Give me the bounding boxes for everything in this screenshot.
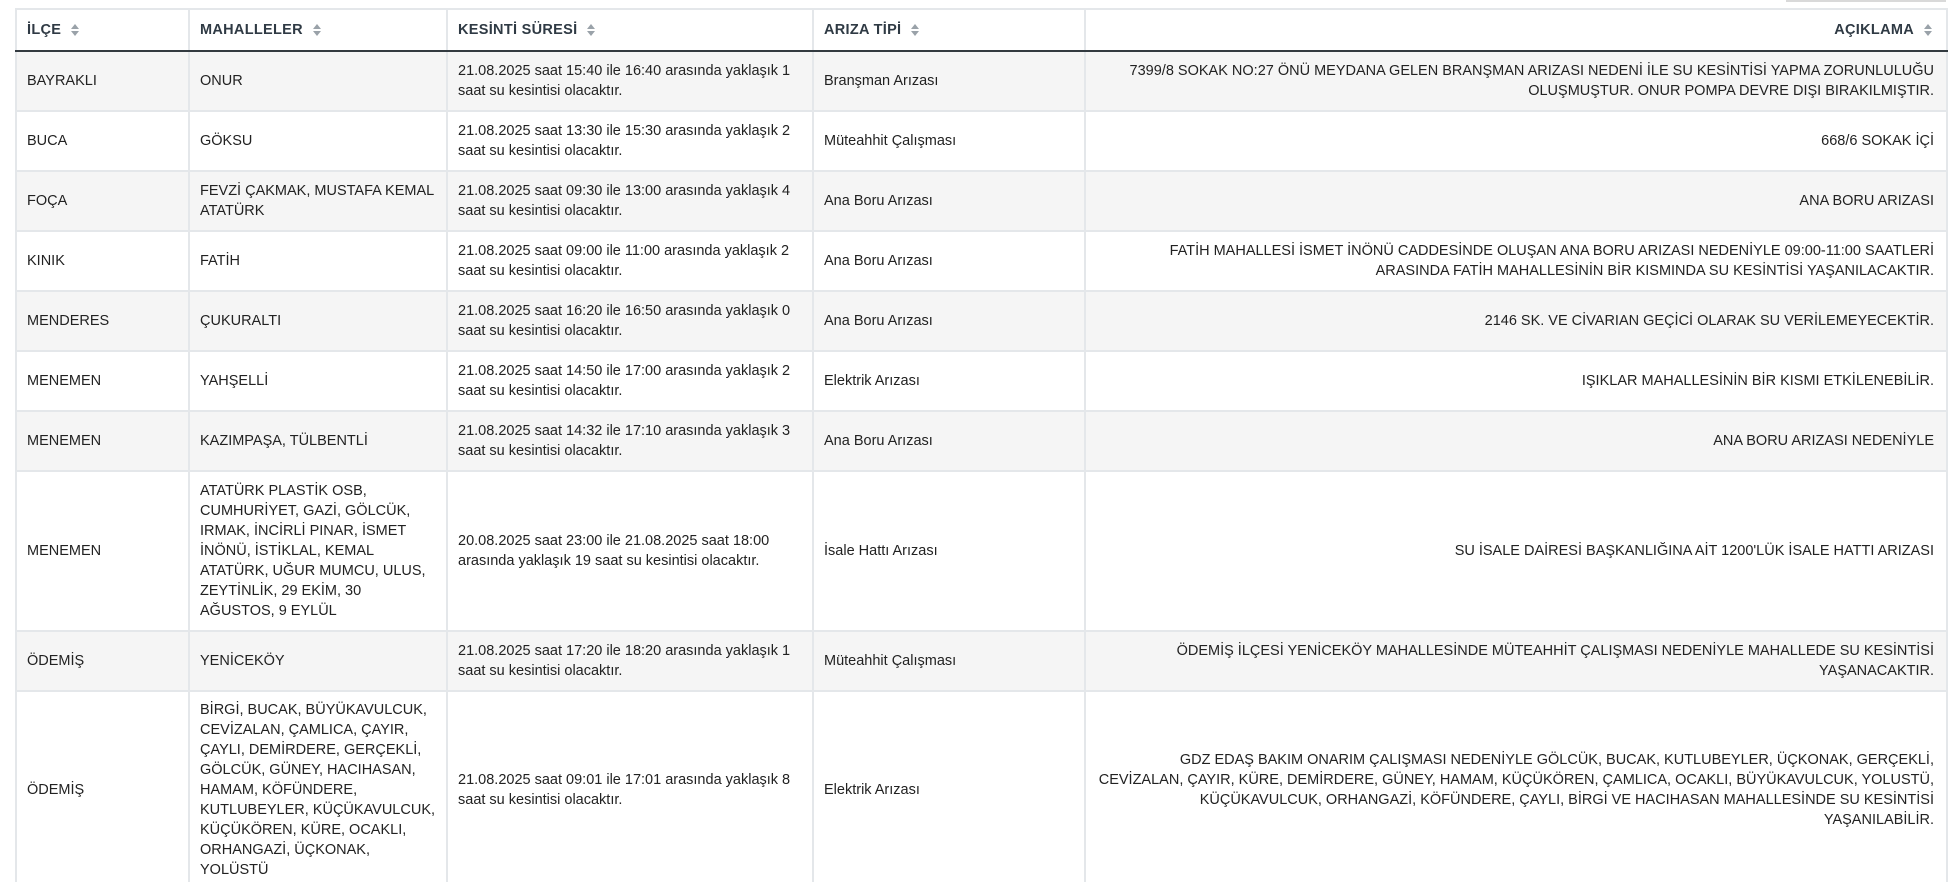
cell-ariza-tipi: Ana Boru Arızası xyxy=(813,411,1085,471)
cell-aciklama: 668/6 SOKAK İÇİ xyxy=(1085,111,1947,171)
water-outage-table xyxy=(15,8,1948,882)
cell-mahalleler: KAZIMPAŞA, TÜLBENTLİ xyxy=(189,411,447,471)
sort-icon[interactable] xyxy=(911,24,919,36)
cell-ilce: FOÇA xyxy=(16,171,189,231)
column-header-ilce[interactable] xyxy=(16,9,189,51)
cell-ilce: MENEMEN xyxy=(16,351,189,411)
cell-kesinti-suresi: 21.08.2025 saat 17:20 ile 18:20 arasında yaklaşık 1 saat su kesintisi olacaktır. xyxy=(447,631,813,691)
cell-ilce: BAYRAKLI xyxy=(16,51,189,111)
cell-aciklama: GDZ EDAŞ BAKIM ONARIM ÇALIŞMASI NEDENİYLE GÖLCÜK, BUCAK, KUTLUBEYLER, ÜÇKONAK, GERÇEKLİ, CEVİZALAN, ÇAYIR, KÜRE, DEMİRDERE, GÜNEY, HAMAM, KÜÇÜKÖREN, ÇAMLICA, OCAKLI, BÜYÜKAVULCUK, YOLUSTÜ, KÜÇÜKAVULCUK, ORHANGAZİ, KÖFÜNDERE, ÇAYLI, BİRGİ VE HACIHASAN MAHALLESİNDE SU KESİNTİSİ YAŞANILABİLİR. xyxy=(1085,691,1947,882)
column-header-label: KESİNTİ SÜRESİ xyxy=(458,22,578,38)
cell-aciklama: ÖDEMİŞ İLÇESİ YENİCEKÖY MAHALLESİNDE MÜTEAHHİT ÇALIŞMASI NEDENİYLE MAHALLEDE SU KESİNTİSİ YAŞANACAKTIR. xyxy=(1085,631,1947,691)
cell-mahalleler: GÖKSU xyxy=(189,111,447,171)
cell-mahalleler: BİRGİ, BUCAK, BÜYÜKAVULCUK, CEVİZALAN, ÇAMLICA, ÇAYIR, ÇAYLI, DEMİRDERE, GERÇEKLİ, GÖLCÜK, GÜNEY, HACIHASAN, HAMAM, KÖFÜNDERE, KUTLUBEYLER, KÜÇÜKAVULCUK, KÜÇÜKÖREN, KÜRE, OCAKLI, ORHANGAZİ, ÜÇKONAK, YOLÜSTÜ xyxy=(189,691,447,882)
table-row xyxy=(16,351,1947,411)
cell-kesinti-suresi: 21.08.2025 saat 15:40 ile 16:40 arasında yaklaşık 1 saat su kesintisi olacaktır. xyxy=(447,51,813,111)
cell-ariza-tipi: Branşman Arızası xyxy=(813,51,1085,111)
table-row xyxy=(16,691,1947,882)
cell-aciklama: ANA BORU ARIZASI NEDENİYLE xyxy=(1085,411,1947,471)
cell-kesinti-suresi: 21.08.2025 saat 09:30 ile 13:00 arasında yaklaşık 4 saat su kesintisi olacaktır. xyxy=(447,171,813,231)
cell-ariza-tipi: Müteahhit Çalışması xyxy=(813,111,1085,171)
column-header-aciklama[interactable] xyxy=(1085,9,1947,51)
cell-kesinti-suresi: 21.08.2025 saat 09:01 ile 17:01 arasında yaklaşık 8 saat su kesintisi olacaktır. xyxy=(447,691,813,882)
cell-aciklama: 2146 SK. VE CİVARIAN GEÇİCİ OLARAK SU VERİLEMEYECEKTİR. xyxy=(1085,291,1947,351)
cell-ariza-tipi: İsale Hattı Arızası xyxy=(813,471,1085,631)
cell-ariza-tipi: Müteahhit Çalışması xyxy=(813,631,1085,691)
cell-ariza-tipi: Elektrik Arızası xyxy=(813,351,1085,411)
table-row xyxy=(16,51,1947,111)
cell-kesinti-suresi: 21.08.2025 saat 14:50 ile 17:00 arasında yaklaşık 2 saat su kesintisi olacaktır. xyxy=(447,351,813,411)
table-header xyxy=(16,9,1947,51)
cell-kesinti-suresi: 20.08.2025 saat 23:00 ile 21.08.2025 saat 18:00 arasında yaklaşık 19 saat su kesintisi olacaktır. xyxy=(447,471,813,631)
cell-kesinti-suresi: 21.08.2025 saat 13:30 ile 15:30 arasında yaklaşık 2 saat su kesintisi olacaktır. xyxy=(447,111,813,171)
table-row xyxy=(16,231,1947,291)
header-row xyxy=(16,9,1947,51)
table-row xyxy=(16,171,1947,231)
cell-aciklama: FATİH MAHALLESİ İSMET İNÖNÜ CADDESİNDE OLUŞAN ANA BORU ARIZASI NEDENİYLE 09:00-11:00 SAATLERİ ARASINDA FATİH MAHALLESİNİN BİR KISMINDA SU KESİNTİSİ YAŞANILACAKTIR. xyxy=(1085,231,1947,291)
column-header-mahalleler[interactable] xyxy=(189,9,447,51)
column-header-label: MAHALLELER xyxy=(200,22,303,38)
cell-ilce: MENEMEN xyxy=(16,471,189,631)
table-body xyxy=(16,51,1947,882)
cell-ilce: MENEMEN xyxy=(16,411,189,471)
top-divider xyxy=(1786,0,1946,2)
cell-ilce: MENDERES xyxy=(16,291,189,351)
cell-aciklama: ANA BORU ARIZASI xyxy=(1085,171,1947,231)
cell-aciklama: 7399/8 SOKAK NO:27 ÖNÜ MEYDANA GELEN BRANŞMAN ARIZASI NEDENİ İLE SU KESİNTİSİ YAPMA ZORUNLULUĞU OLUŞMUŞTUR. ONUR POMPA DEVRE DIŞI BIRAKILMIŞTIR. xyxy=(1085,51,1947,111)
cell-mahalleler: FEVZİ ÇAKMAK, MUSTAFA KEMAL ATATÜRK xyxy=(189,171,447,231)
cell-ariza-tipi: Ana Boru Arızası xyxy=(813,171,1085,231)
column-header-ariza-tipi[interactable] xyxy=(813,9,1085,51)
column-header-label: İLÇE xyxy=(27,22,62,38)
cell-mahalleler: YENİCEKÖY xyxy=(189,631,447,691)
cell-ilce: ÖDEMİŞ xyxy=(16,631,189,691)
cell-ilce: KINIK xyxy=(16,231,189,291)
cell-ariza-tipi: Ana Boru Arızası xyxy=(813,291,1085,351)
cell-mahalleler: YAHŞELLİ xyxy=(189,351,447,411)
cell-mahalleler: ÇUKURALTI xyxy=(189,291,447,351)
sort-icon[interactable] xyxy=(587,24,595,36)
cell-kesinti-suresi: 21.08.2025 saat 14:32 ile 17:10 arasında yaklaşık 3 saat su kesintisi olacaktır. xyxy=(447,411,813,471)
cell-kesinti-suresi: 21.08.2025 saat 16:20 ile 16:50 arasında yaklaşık 0 saat su kesintisi olacaktır. xyxy=(447,291,813,351)
cell-kesinti-suresi: 21.08.2025 saat 09:00 ile 11:00 arasında yaklaşık 2 saat su kesintisi olacaktır. xyxy=(447,231,813,291)
table-row xyxy=(16,111,1947,171)
cell-ariza-tipi: Ana Boru Arızası xyxy=(813,231,1085,291)
cell-aciklama: SU İSALE DAİRESİ BAŞKANLIĞINA AİT 1200'LÜK İSALE HATTI ARIZASI xyxy=(1085,471,1947,631)
column-header-kesinti-suresi[interactable] xyxy=(447,9,813,51)
table-row xyxy=(16,291,1947,351)
cell-ilce: ÖDEMİŞ xyxy=(16,691,189,882)
cell-ariza-tipi: Elektrik Arızası xyxy=(813,691,1085,882)
cell-mahalleler: FATİH xyxy=(189,231,447,291)
cell-mahalleler: ATATÜRK PLASTİK OSB, CUMHURİYET, GAZİ, GÖLCÜK, IRMAK, İNCİRLİ PINAR, İSMET İNÖNÜ, İSTİKLAL, KEMAL ATATÜRK, UĞUR MUMCU, ULUS, ZEYTİNLİK, 29 EKİM, 30 AĞUSTOS, 9 EYLÜL xyxy=(189,471,447,631)
sort-icon[interactable] xyxy=(1924,24,1932,36)
sort-icon[interactable] xyxy=(71,24,79,36)
table-row xyxy=(16,631,1947,691)
table-row xyxy=(16,471,1947,631)
table-row xyxy=(16,411,1947,471)
cell-ilce: BUCA xyxy=(16,111,189,171)
column-header-label: AÇIKLAMA xyxy=(1834,22,1914,38)
cell-aciklama: IŞIKLAR MAHALLESİNİN BİR KISMI ETKİLENEBİLİR. xyxy=(1085,351,1947,411)
cell-mahalleler: ONUR xyxy=(189,51,447,111)
sort-icon[interactable] xyxy=(313,24,321,36)
column-header-label: ARIZA TİPİ xyxy=(824,22,902,38)
